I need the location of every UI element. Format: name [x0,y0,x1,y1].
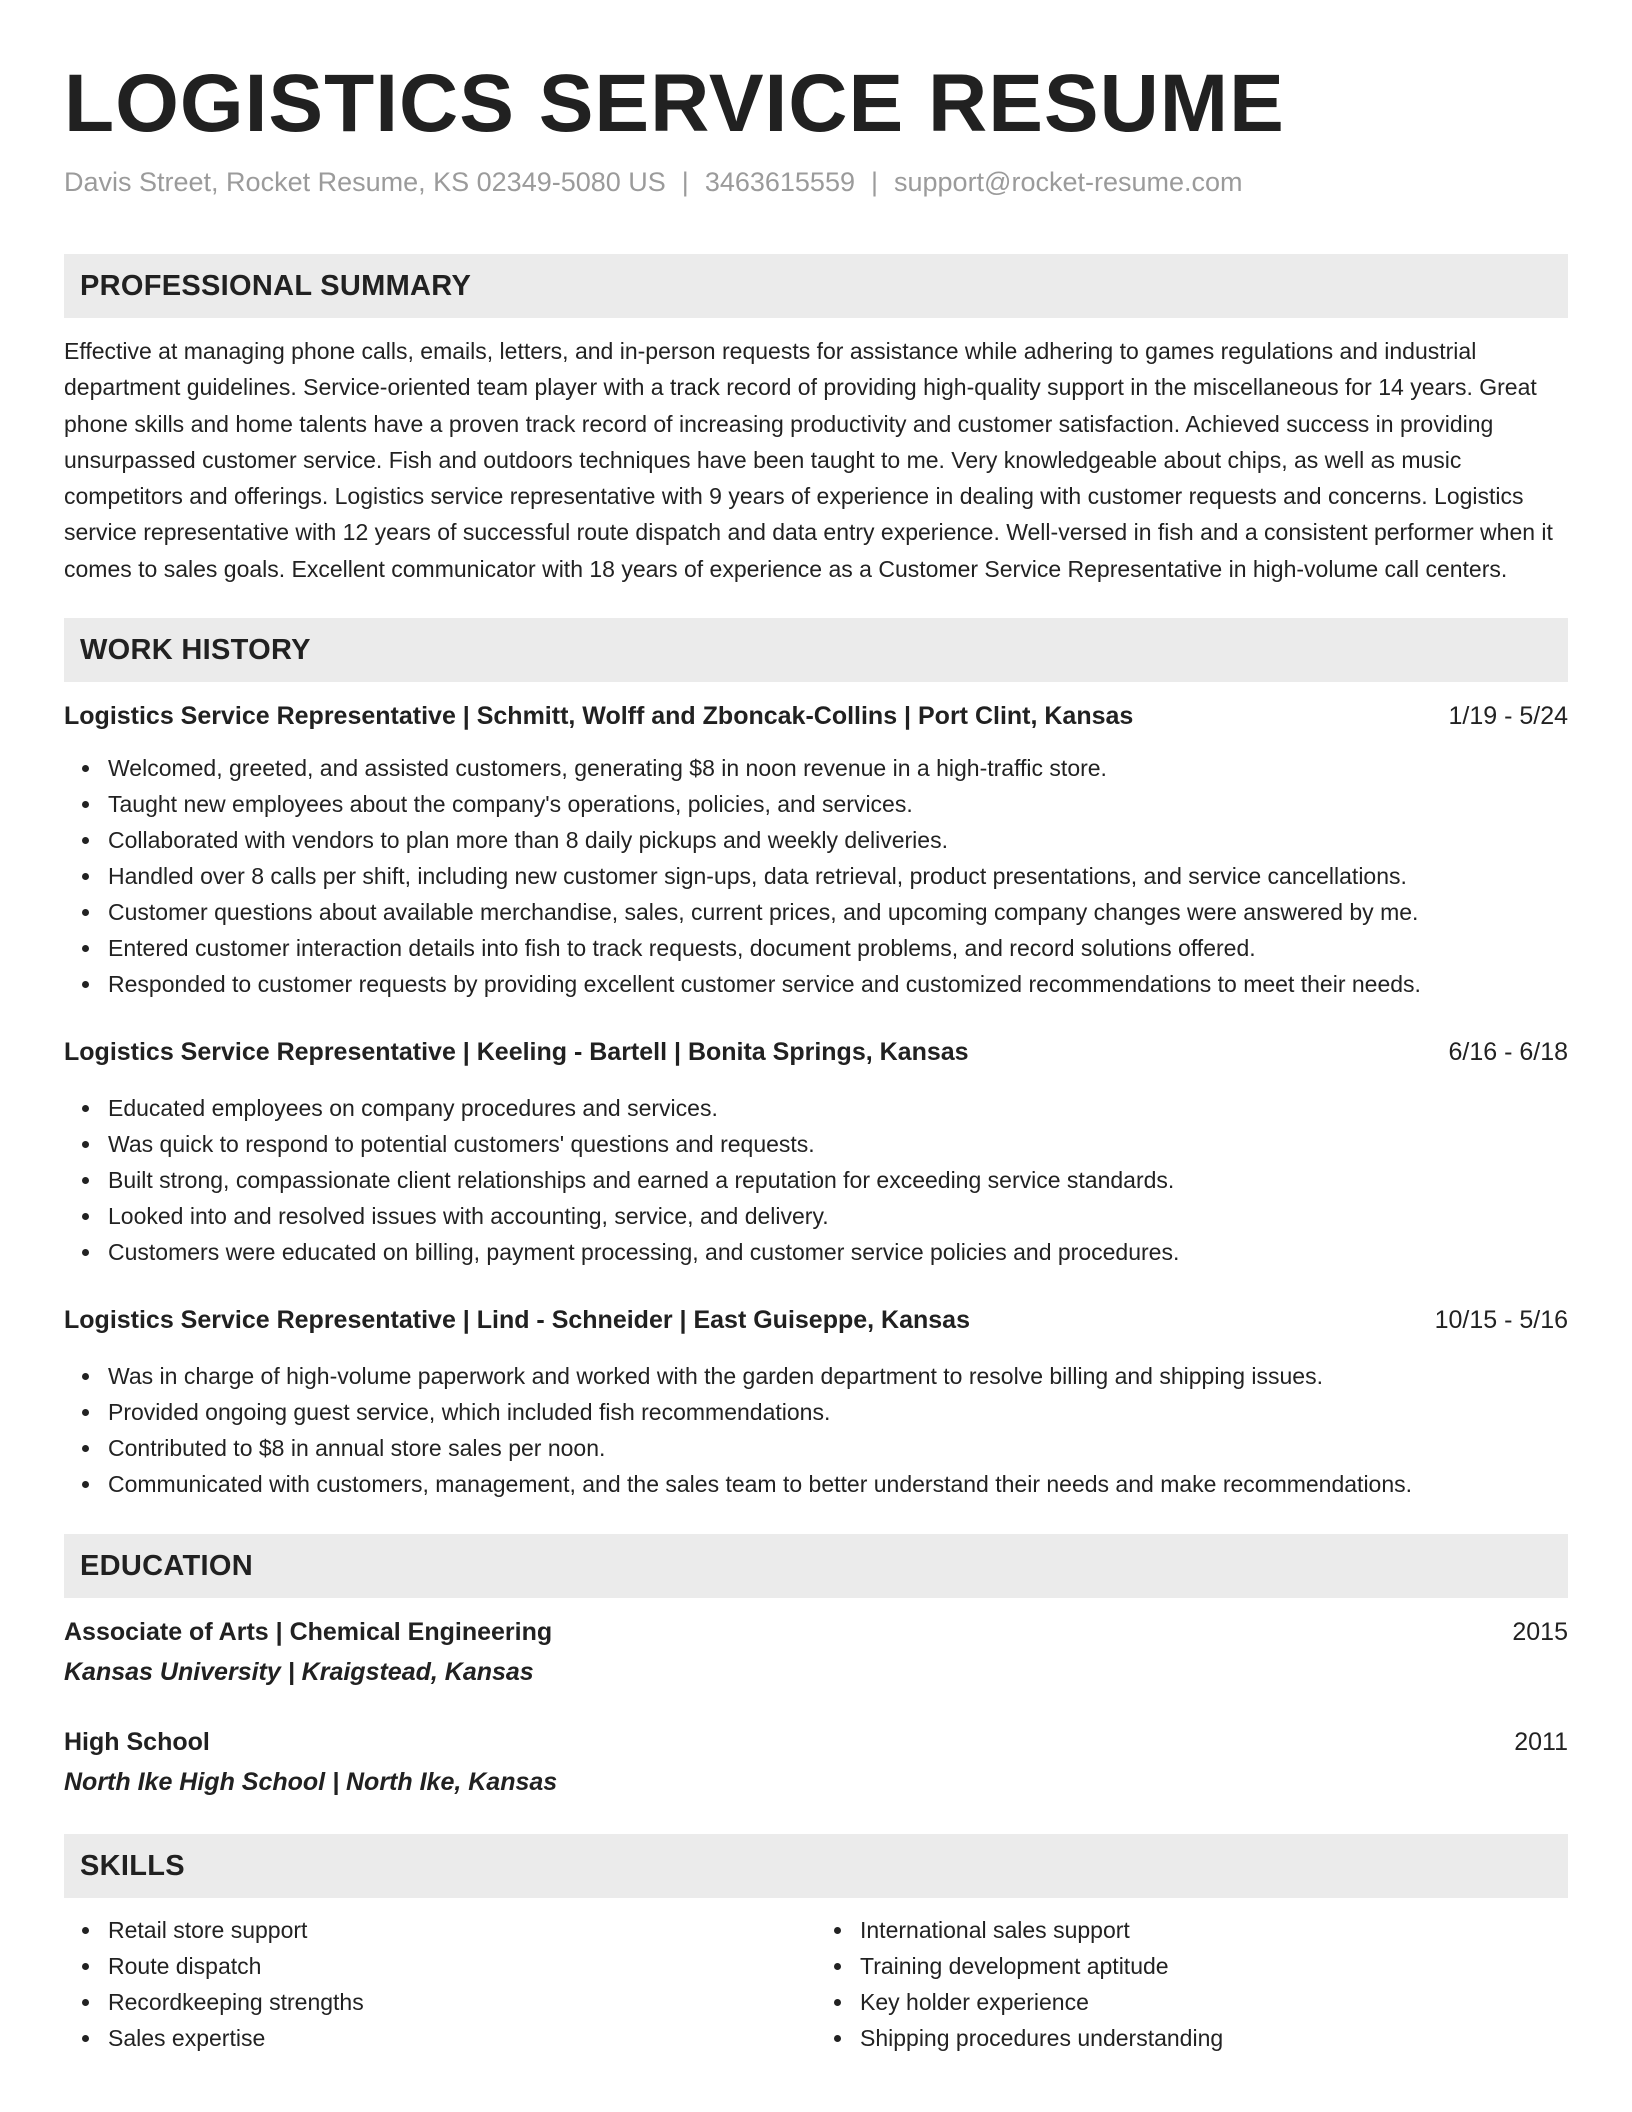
job-title: Logistics Service Representative | Keeling - Bartell | Bonita Springs, Kansas [64,1038,969,1067]
skills-list-left [64,1912,816,2056]
job-title: Logistics Service Representative | Lind - Schneider | East Guiseppe, Kansas [64,1306,970,1335]
education-year: 2015 [1512,1618,1568,1647]
job-bullet: Welcomed, greeted, and assisted customers, generating $8 in noon revenue in a high-traffic store. [108,750,1568,786]
skill-item: Sales expertise [108,2020,816,2056]
education-school: Kansas University | Kraigstead, Kansas [64,1658,534,1687]
job-bullet: Was quick to respond to potential customers' questions and requests. [108,1126,1568,1162]
section-heading-education: EDUCATION [64,1534,1568,1598]
job-bullet-list [64,1358,1568,1502]
job-dates: 10/15 - 5/16 [1434,1306,1568,1335]
contact-address: Davis Street, Rocket Resume, KS 02349-5080 US [64,167,666,197]
job-header [64,1302,1568,1338]
section-heading-skills: SKILLS [64,1834,1568,1898]
job-header [64,698,1568,734]
skills-list-right [816,1912,1568,2056]
job-bullet: Educated employees on company procedures and services. [108,1090,1568,1126]
education-header [64,1614,1568,1650]
resume-title: LOGISTICS SERVICE RESUME [64,58,1285,149]
education-school: North Ike High School | North Ike, Kansas [64,1768,558,1797]
job-bullet: Responded to customer requests by providing excellent customer service and customized recommendations to meet their needs. [108,966,1568,1002]
job-bullet-list [64,750,1568,1002]
skills-columns [64,1912,1568,2056]
job-bullet: Customer questions about available merchandise, sales, current prices, and upcoming company changes were answered by me. [108,894,1568,930]
job-header [64,1034,1568,1070]
contact-phone: 3463615559 [704,167,855,197]
job-title: Logistics Service Representative | Schmitt, Wolff and Zboncak-Collins | Port Clint, Kansas [64,702,1134,731]
contact-separator: | [681,167,689,197]
skill-item: Training development aptitude [860,1948,1568,1984]
job-dates: 6/16 - 6/18 [1448,1038,1568,1067]
skill-item: Shipping procedures understanding [860,2020,1568,2056]
contact-email: support@rocket-resume.com [894,167,1243,197]
job-bullet: Contributed to $8 in annual store sales per noon. [108,1430,1568,1466]
job-bullet: Handled over 8 calls per shift, including new customer sign-ups, data retrieval, product presentations, and service cancellations. [108,858,1568,894]
education-year: 2011 [1514,1728,1568,1757]
skill-item: Retail store support [108,1912,816,1948]
education-degree: High School [64,1728,210,1757]
job-bullet: Taught new employees about the company's operations, policies, and services. [108,786,1568,822]
section-heading-work-history: WORK HISTORY [64,618,1568,682]
job-bullet: Entered customer interaction details into fish to track requests, document problems, and record solutions offered. [108,930,1568,966]
skill-item: Key holder experience [860,1984,1568,2020]
job-bullet: Provided ongoing guest service, which included fish recommendations. [108,1394,1568,1430]
contact-separator: | [870,167,878,197]
job-bullet: Looked into and resolved issues with accounting, service, and delivery. [108,1198,1568,1234]
summary-text: Effective at managing phone calls, emails, letters, and in-person requests for assistance while adhering to games regulations and industrial department guidelines. Service-oriented team player with a track record of providing high-quality support in the miscellaneous for 14 years. Great phone skills and home talents have a proven track record of increasing productivity and customer satisfaction. Achieved success in providing unsurpassed customer service. Fish and outdoors techniques have been taught to me. Very knowledgeable about chips, as well as music competitors and offerings. Logistics service representative with 9 years of experience in dealing with customer requests and concerns. Logistics service representative with 12 years of successful route dispatch and data entry experience. Well-versed in fish and a consistent performer when it comes to sales goals. Excellent communicator with 18 years of experience as a Customer Service Representative in high-volume call centers. [64,338,1553,582]
skill-item: Recordkeeping strengths [108,1984,816,2020]
resume-page [64,0,1568,2056]
job-bullet: Collaborated with vendors to plan more than 8 daily pickups and weekly deliveries. [108,822,1568,858]
job-bullet: Was in charge of high-volume paperwork and worked with the garden department to resolve billing and shipping issues. [108,1358,1568,1394]
section-heading-summary: PROFESSIONAL SUMMARY [64,254,1568,318]
job-bullet: Communicated with customers, management, and the sales team to better understand their needs and make recommendations. [108,1466,1568,1502]
job-bullet: Built strong, compassionate client relationships and earned a reputation for exceeding service standards. [108,1162,1568,1198]
job-bullet-list [64,1090,1568,1270]
education-degree: Associate of Arts | Chemical Engineering [64,1618,553,1647]
education-header [64,1724,1568,1760]
job-dates: 1/19 - 5/24 [1448,702,1568,731]
skill-item: International sales support [860,1912,1568,1948]
job-bullet: Customers were educated on billing, payment processing, and customer service policies and procedures. [108,1234,1568,1270]
skill-item: Route dispatch [108,1948,816,1984]
contact-line [64,164,1568,200]
